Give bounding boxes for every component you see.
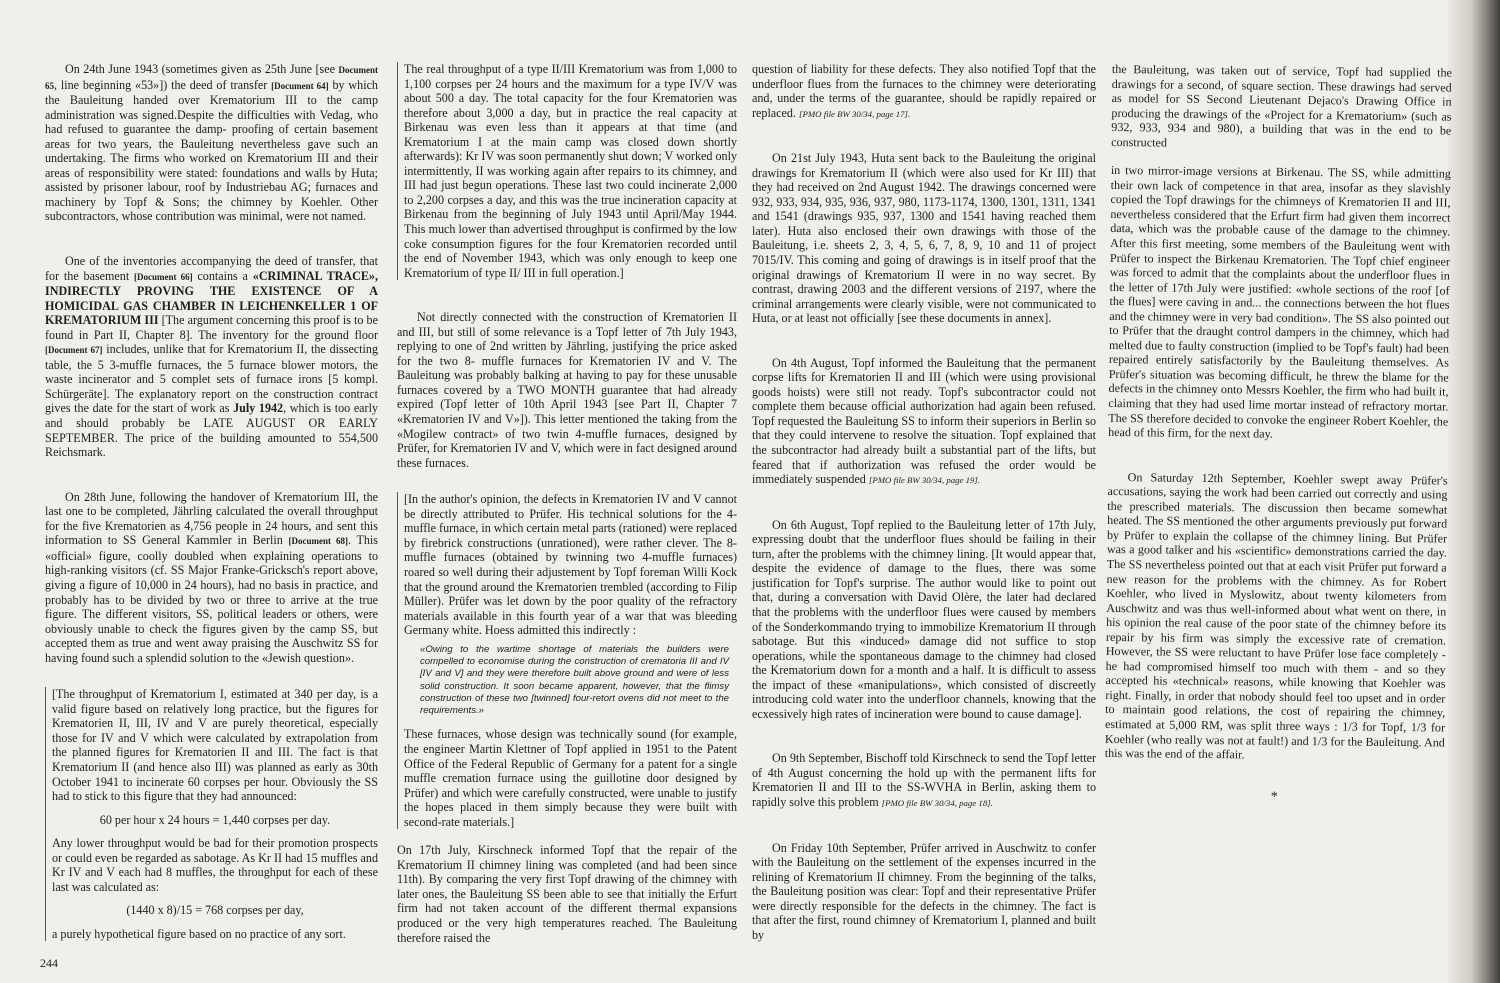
text-run: On 9th September, Bischoff told Kirschneck to send the Topf letter of 4th August concerning the hold up with the permanent lifts for Krematorien II and III to the SS-WVHA in Berlin, asking them to rapidly solve this problem — [752, 751, 1096, 809]
text-run: One of the inventories accompanying the deed of transfer, that for the basement — [45, 254, 378, 283]
column-3 — [752, 62, 1096, 943]
document-reference: [Document 68] — [288, 536, 348, 547]
paragraph-throughput — [45, 490, 378, 666]
archive-reference: [PMO file BW 30/34, page 18]. — [881, 797, 993, 808]
paragraph-topf-letter: Not directly connected with the construction of Krematorien II and III, but still of some relevance is a Topf letter of 7th July 1943, replying to one of 2nd written by Jährling, justifying the price asked for the two 8- muffle furnaces for Krematorien IV and V. The Bauleitung was probably balking at having to pay for these unusable furnaces covered by a TWO MONTH guarantee that had already expired (Topf letter of 10th April 1943 [see Part II, Chapter 7 «Krematorien IV and V»]). This letter mentioned the taking from the «Mogilew contract» of two twin 4-muffle furnaces, designed by Prüfer, for Krematorien IV and V, which were in fact designed around these furnaces. — [397, 310, 737, 470]
column-2 — [397, 62, 737, 943]
paragraph-17th-july: On 17th July, Kirschneck informed Topf that the repair of the Krematorium II chimney lining was completed (and had been since 11th). By comparing the very first Topf drawing of the chimney with later ones, the Bauleitung SS been able to see that initially the Erfurt firm had not taken account of the different thermal expansions produced or the very high temperatures reached. The Bauleitung therefore raised the — [397, 843, 737, 945]
note-paragraph: [In the author's opinion, the defects in Krematorien IV and V cannot be directly attributed to Prüfer. His technical solutions for the 4-muffle furnace, in which certain metal parts (rationed) were replaced by firebrick constructions (unrationed), were rather clever. The 8-muffle furnaces (obtained by twinning two 4-muffle furnaces) roared so well during their adjustement by Topf foreman Willi Kock that the ground around the Krematorien trembled (according to Filip Müller). Prüfer was let down by the poor quality of the refractory materials available in this fourth year of a war that was bleeding Germany white. Hoess admitted this indirectly : — [404, 492, 737, 638]
note-paragraph: Any lower throughput would be bad for their promotion prospects or could even be regarded as sabotage. As Kr II had 15 muffles and Kr IV and V each had 8 muffles, the throughput for each of these last was calculated as: — [52, 836, 378, 894]
document-reference: [Document 66] — [134, 271, 193, 282]
hoess-quote: «Owing to the wartime shortage of materials the builders were compelled to economise during the construction of crematoria III and IV [IV and V] and they were therefore built above ground and were of less solid construction. It soon became apparent, however, that the flimsy construction of these two [twinned] four-retort ovens did not meet to the requirements.» — [420, 643, 729, 717]
text-run: . This «official» figure, coolly doubled when explaining operations to high-ranking visitors (cf. SS Major Franke-Gricksch's report above, giving a figure of 10,000 in 24 hours), had no basis in practice, and probably has to be divided by two or three to arrive at the true figure. The different visitors, SS, political leaders or others, were obviously unable to check the figures given by the camp SS, but accepted them as true and went away praising the Auschwitz SS for having found such a splendid solution to the «Jewish question». — [45, 533, 378, 665]
formula: 60 per hour x 24 hours = 1,440 corpses per day. — [99, 812, 331, 827]
paragraph-12th-september: On Saturday 12th September, Koehler swept away Prüfer's accusations, saying the work had been carried out correctly and using the prescribed materials. The discussion then became somewhat heated. The SS mentioned the other arguments previously put forward by Prüfer to explain the collapse of the chimney lining. But Prüfer was a good talker and his «scientific» demonstrations carried the day. The SS nevertheless pointed out that at each visit Prüfer put forward a new reason for the problems with the chimney. As for Robert Koehler, who lived in Myslowitz, about twenty kilometers from Auschwitz and was thus well-informed about what went on there, in his opinion the real cause of the poor state of the chimney before its repair by his firm was simply the excessive rate of cremation. However, the SS were reluctant to have Prüfer lose face completely - he had compromised himself too much with them - and so they accepted his «technical» reasons, while knowing that Koehler was right. Finally, in order that nobody should feel too upset and in order to maintain good relations, the cost of repairing the chimney, estimated at 5,000 RM, was split three ways : 1/3 for Topf, 1/3 for Koehler (who really was not at fault!) and 1/3 for the Bauleitung. And this was the end of the affair. — [1104, 469, 1448, 762]
text-run: question of liability for these defects. They also notified Topf that the underfloor flues from the furnaces to the chimney were deteriorating and, under the terms of the guarantee, should be rapidly repaired or replaced. — [752, 62, 1096, 120]
text-run: [The argument concerning this proof is to be found in Part II, Chapter 8]. The inventory for the ground floor — [45, 313, 378, 342]
column-4 — [1103, 62, 1452, 947]
paragraph-10th-september: On Friday 10th September, Prüfer arrived in Auschwitz to confer with the Bauleitung on the settlement of the expenses incurred in the relining of Krematorium II chimney. From the beginning of the talks, the Bauleitung position was clear: Topf and their representative Prüfer were directly responsible for the defects in the chimney. The fact is that after the first, round chimney of Krematorium I, planned and built by — [752, 840, 1096, 942]
note-paragraph: The real throughput of a type II/III Krematorium was from 1,000 to 1,100 corpses per 24 hours and the maximum for a type IV/V was about 500 a day. The total capacity for the four Krematorien was therefore about 3,000 a day, but in practice the real capacity at Birkenau was even less than it appears at that time (and Krematorium I at the main camp was closed down shortly afterwards): Kr IV was soon permanently shut down; V worked only intermittently, II was working again after repairs to its chimney, and III had just begun operations. These last two could incinerate 2,000 to 2,200 corpses a day, and this was the true incineration capacity at Birkenau from the beginning of July 1943 until April/May 1944. This much lower than advertised throughput is confirmed by the low coke consumption figures for the four Krematorien recorded until the end of November 1943, which was only enough to keep one Krematorium of type II/ III in full operation.] — [404, 62, 737, 280]
note-paragraph: [The throughput of Krematorium I, estimated at 340 per day, is a valid figure based on relatively long practice, but the figures for Krematorien II, III, IV and V are purely theoretical, especially those for IV and V which were calculated by extrapolation from the planned figures for Krematorien II and III. The fact is that Krematorium II (and hence also III) was planned as early as 30th October 1941 to incinerate 60 corpses per hour. Obviously the SS had to stick to this figure that they had announced: — [52, 687, 378, 804]
document-reference: [Document 67] — [45, 345, 103, 356]
paragraph-bauleitung-drawings: the Bauleitung, was taken out of service, Topf had supplied the drawings for a second, of square section. These drawings had served as model for SS Second Lieutenant Dejaco's Drawing Office in producing the drawings of the «Project for a Krematorium» (such as 932, 933, 934 and 980), a building that was in the end to be constructed — [1111, 62, 1452, 150]
paragraph-21st-july: On 21st July 1943, Huta sent back to the Bauleitung the original drawings for Krematorium II (which were also used for Kr III) that they had received on 2nd August 1942. The drawings concerned were 932, 933, 934, 935, 936, 937, 980, 1173-1174, 1300, 1301, 1311, 1341 and 1541 (drawings 935, 937, 1300 and 1541 having reached them later). Huta also enclosed their own drawings with those of the Bauleitung, i.e. sheets 2, 3, 4, 5, 6, 7, 8, 9, 10 and 11 of project 7015/IV. This coming and going of drawings is in itself proof that the original drawings of Krematorium II were in no way secret. By contrast, drawing 2003 and the different versions of 2197, where the criminal arrangements were clearly visible, were not communicated to Huta, or at least not officially [see these documents in annex]. — [752, 151, 1096, 326]
column-1 — [45, 62, 378, 943]
text-run: by which the Bauleitung handed over Krematorium III to the camp administration was signed.Despite the difficulties with Vedag, who had refused to guarantee the damp- proofing of certain basement areas for two years, the Bauleitung nevertheless gave such an undertaking. The firms who worked on Krematorium III and their areas of responsibility were stated: foundations and walls by Huta; assisted by prisoner labour, roof by Industriebau AG; furnaces and machinery by Topf & Sons; the chimney by Koehler. Other subcontractors, whose contribution was minimal, were not named. — [45, 77, 378, 224]
text-run: On 4th August, Topf informed the Bauleitung that the permanent corpse lifts for Krematorien II and III (which were using provisional goods hoists) were still not ready. Topf's subcontractor could not complete them because official authorization had again been refused. Topf requested the Bauleitung SS to inform their superiors in Berlin so that they could intervene to resolve the situation. Topf explained that the subcontractor had already built a substantial part of the lifts, but feared that if authorization was refused the order would be immediately suspended — [752, 355, 1096, 487]
text-run: On 28th June, following the handover of Krematorium III, the last one to be completed, Jährling calculated the overall throughput for the five Krematorien as 4,756 people in 24 hours, and sent this information to SS General Kammler in Berlin — [45, 489, 378, 548]
book-spine-shadow — [1448, 0, 1500, 983]
section-end-asterisk: * — [1270, 789, 1278, 805]
bracketed-note-box — [45, 687, 378, 941]
text-run: On 24th June 1943 (sometimes given as 25th June [see — [65, 62, 339, 76]
paragraph-inventories — [45, 254, 378, 460]
text-run: , which is too early and should probably be LATE AUGUST OR EARLY SEPTEMBER. The price of the building amounted to 554,500 Reichsmark. — [45, 401, 378, 460]
paragraph-deed-of-transfer — [45, 62, 378, 224]
criminal-trace-heading: «CRIMINAL TRACE», INDIRECTLY PROVING THE EXISTENCE OF A HOMICIDAL GAS CHAMBER IN LEICHENKELLER 1 OF KREMATORIUM III — [45, 268, 378, 328]
paragraph-liability — [752, 62, 1096, 121]
text-run: includes, unlike that for Krematorium II, the dissecting table, the 5 3-muffle furnaces, the 5 furnace blower motors, the waste incinerator and 5 complet sets of furnace irons [5 kompl. Schürgeräte]. The explanatory report on the construction contract gives the date for the start of work as — [45, 342, 378, 416]
paragraph-9th-september — [752, 751, 1096, 810]
page-number: 244 — [40, 956, 58, 970]
text-run: contains a — [192, 268, 253, 283]
paragraph-mirror-image: in two mirror-image versions at Birkenau. The SS, while admitting their own lack of competence in that area, insofar as they slavishly copied the Topf drawings for the chimneys of Krematorien II and III, nevertheless considered that the Erfurt firm had given them incorrect data, which was the probable cause of the damage to the chimney. After this first meeting, some members of the Bauleitung went with Prüfer to inspect the Birkenau Krematorien. The Topf chief engineer was forced to admit that the complaints about the underfloor flues in the letter of 17th July were justified: «whole sections of the roof [of the flues] were caving in and... the connections between the hot flues and the chimney were in very bad condition». The SS also pointed out to Prüfer that the draught control dampers in the chimney, which had melted due to faulty construction (implied to be Topf's fault) had been repaired entirely satisfactorily by the Bauleitung themselves. As Prüfer's situation was becoming difficult, he threw the blame for the defects in the chimney onto Messrs Koehler, the firm who had built it, claiming that they had used lime mortar instead of refractory mortar. The SS therefore decided to convoke the engineer Robert Koehler, the head of this firm, for the next day. — [1108, 163, 1451, 441]
bracketed-note-box — [397, 62, 737, 280]
note-paragraph: a purely hypothetical figure based on no practice of any sort. — [52, 926, 346, 941]
archive-reference: [PMO file BW 30/34, page 19]. — [868, 475, 981, 486]
note-paragraph: These furnaces, whose design was technically sound (for example, the engineer Martin Klettner of Topf applied in 1951 to the Patent Office of the Federal Republic of Germany for a patent for a single muffle cremation furnace using the guillotine door designed by Prüfer) and which were carefully constructed, were unable to justify the hopes placed in them simply because they were built with second-rate materials.] — [404, 727, 737, 829]
archive-reference: [PMO file BW 30/34, page 17]. — [799, 108, 911, 119]
bracketed-note-box — [397, 492, 737, 829]
paragraph-4th-august — [752, 356, 1096, 488]
document-reference: [Document 64] — [271, 80, 329, 91]
bold-date: July 1942 — [233, 401, 284, 416]
formula: (1440 x 8)/15 = 768 corpses per day, — [126, 903, 304, 918]
text-run: , line beginning «53»]) the deed of transfer — [54, 77, 272, 92]
document-reference: Document 65 — [45, 65, 378, 91]
paragraph-6th-august: On 6th August, Topf replied to the Bauleitung letter of 17th July, expressing doubt that the underfloor flues should be failing in their turn, after the problems with the chimney lining. [It would appear that, despite the evidence of damage to the flues, there was some justification for Topf's surprise. The author would like to point out that, during a conversation with David Olère, the later had declared that the problems with the underfloor flues were caused by members of the Sonderkommando trying to immobilize Krematorium II through sabotage. But this «induced» damage did not suffice to stop operations, while the spontaneous damage to the chimney had closed the Krematorium down for a month and a half. It is difficult to assess the impact of these «manipulations», which consisted of discreetly introducing cold water into the underfloor channels, knowing that the ecxessively high rates of incineration were bound to cause damage]. — [752, 517, 1096, 721]
